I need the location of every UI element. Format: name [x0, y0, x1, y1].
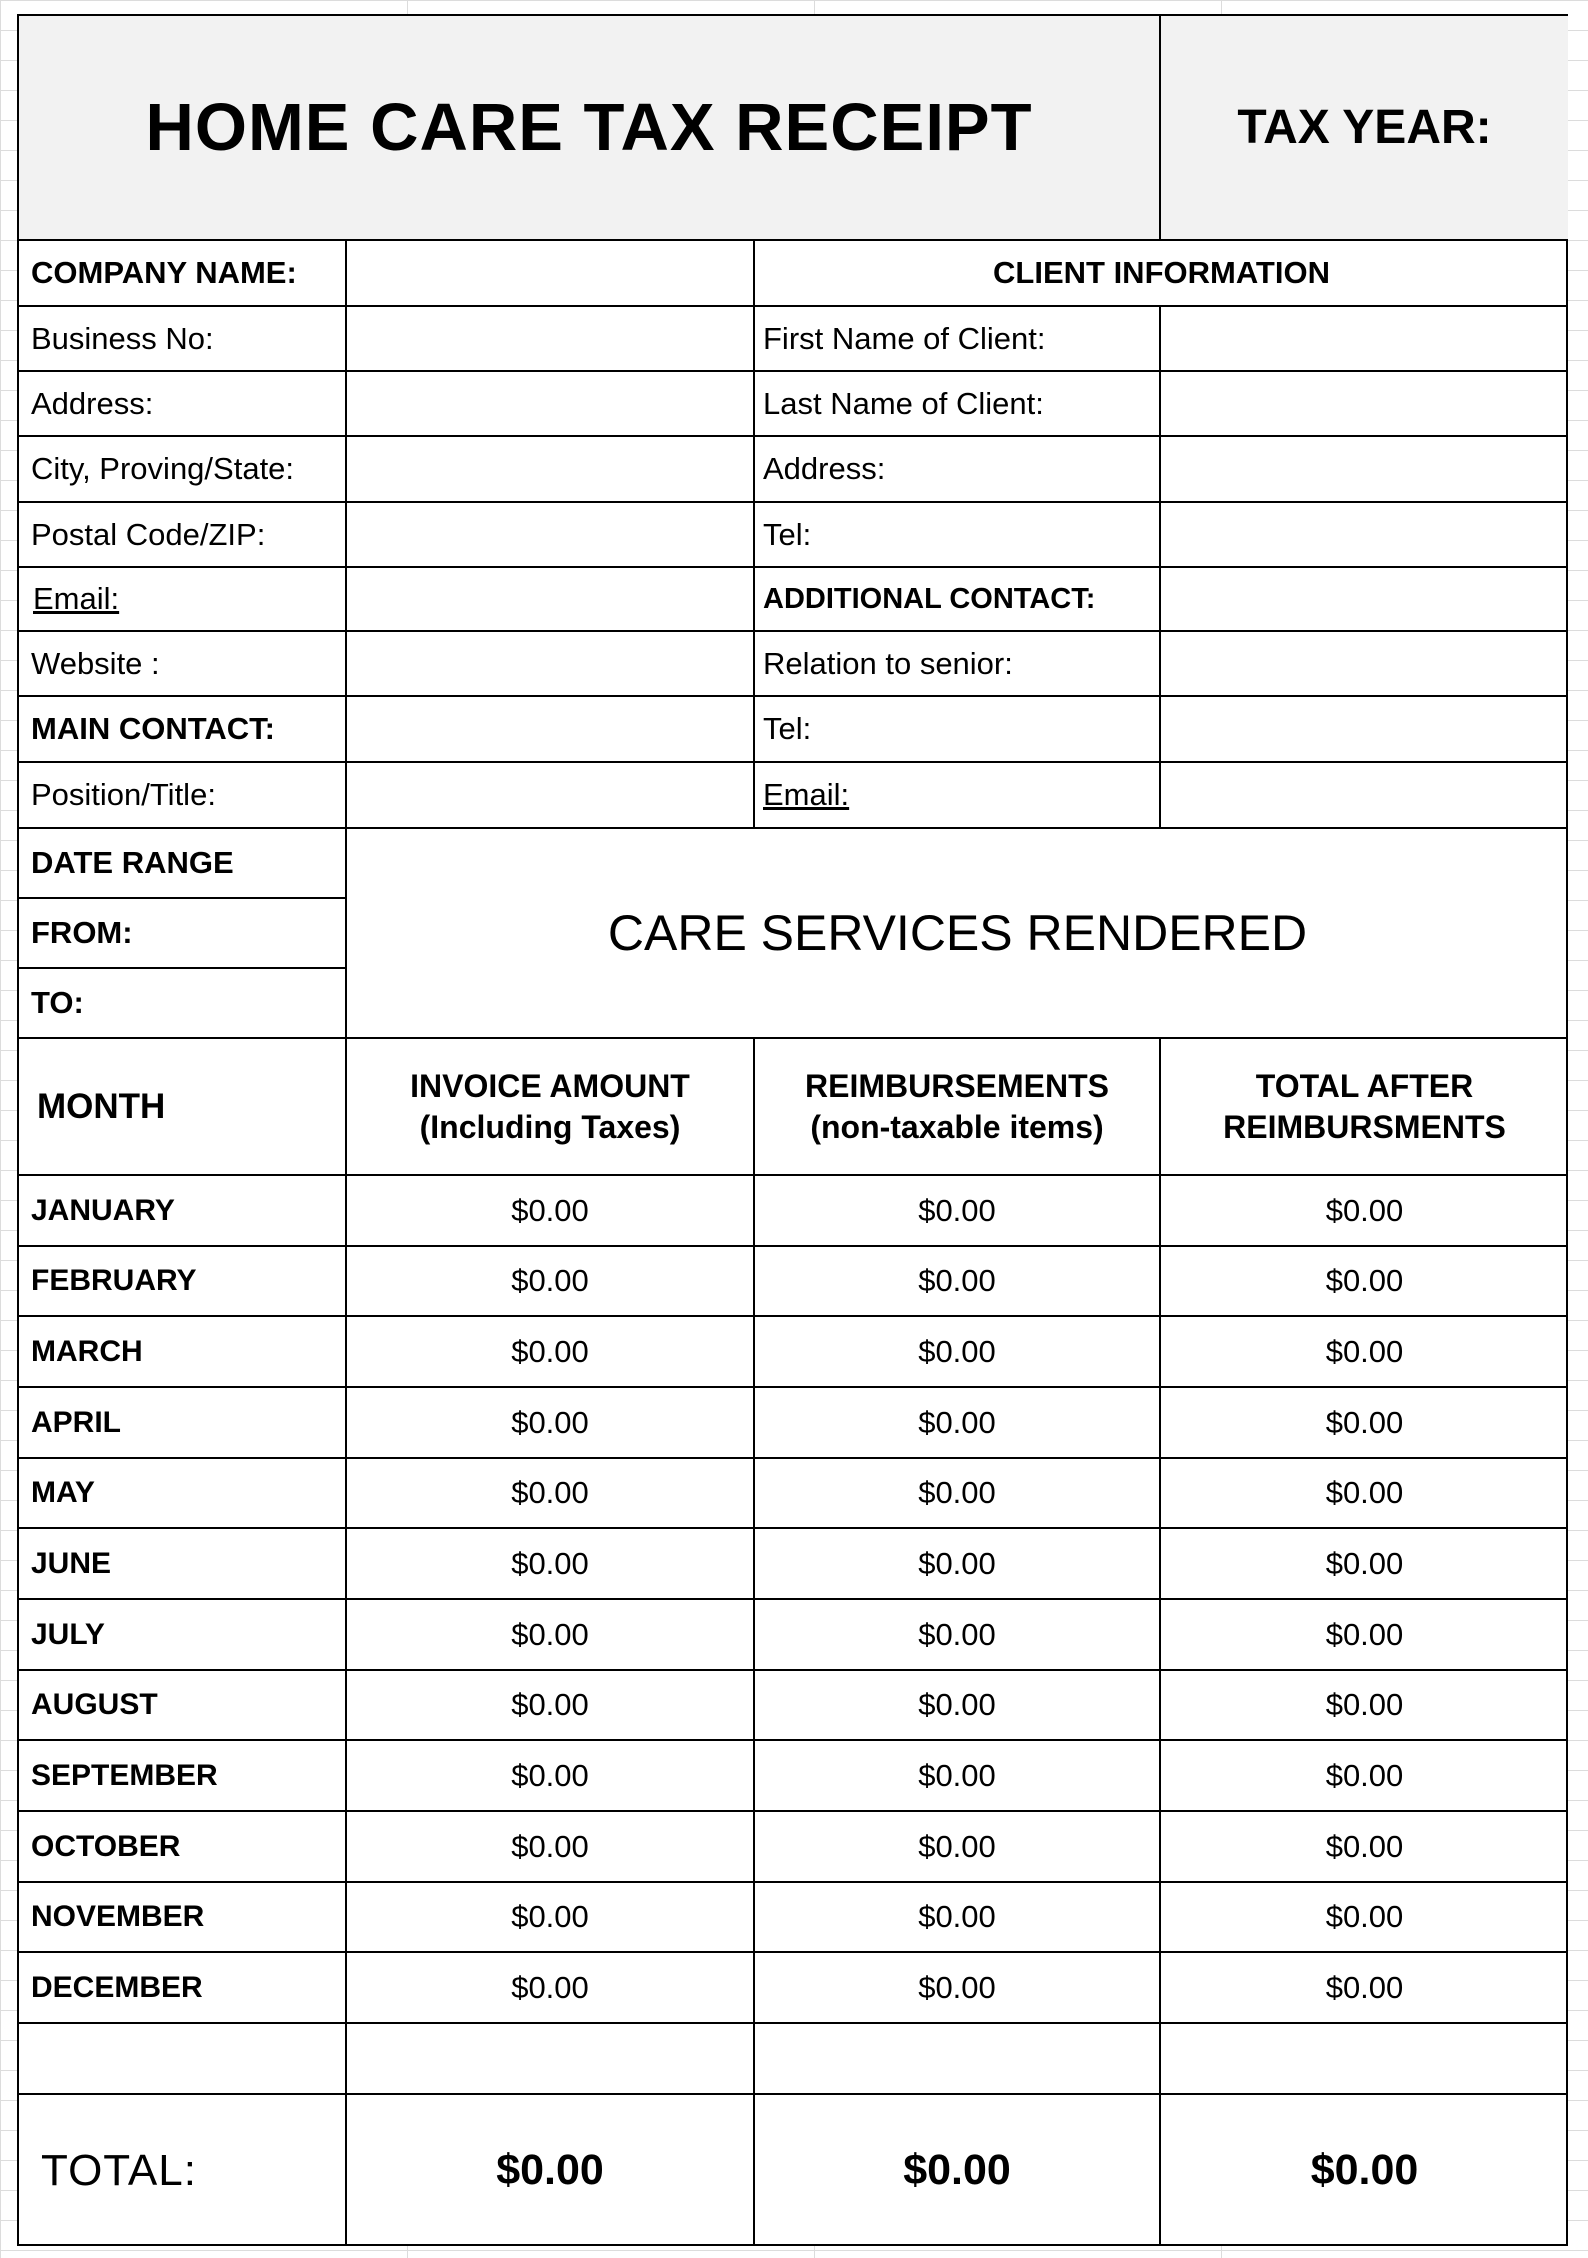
client-tel-input[interactable]	[1161, 503, 1568, 568]
reimb-header-line2: (non-taxable items)	[810, 1108, 1104, 1145]
month-label: MARCH	[19, 1317, 347, 1388]
invoice-amount-cell[interactable]: $0.00	[347, 1459, 755, 1529]
reimbursement-cell[interactable]: $0.00	[755, 1176, 1161, 1247]
client-tel-label: Tel:	[755, 503, 1161, 568]
client-last-name-input[interactable]	[1161, 372, 1568, 437]
company-postal-input[interactable]	[347, 503, 755, 568]
total-after-cell[interactable]: $0.00	[1161, 1317, 1568, 1388]
company-name-label: COMPANY NAME:	[19, 241, 347, 307]
invoice-amount-cell[interactable]: $0.00	[347, 1812, 755, 1883]
invoice-header-line2: (Including Taxes)	[419, 1108, 681, 1145]
reimbursement-cell[interactable]: $0.00	[755, 1459, 1161, 1529]
position-label: Position/Title:	[19, 763, 347, 829]
total-after-cell[interactable]: $0.00	[1161, 1176, 1568, 1247]
spacer-reimb	[755, 2024, 1161, 2095]
invoice-amount-cell[interactable]: $0.00	[347, 1388, 755, 1459]
invoice-amount-cell[interactable]: $0.00	[347, 1529, 755, 1600]
company-city-input[interactable]	[347, 437, 755, 503]
tax-receipt-sheet	[17, 14, 1568, 2246]
total-after-cell[interactable]: $0.00	[1161, 1671, 1568, 1741]
total-after-cell[interactable]: $0.00	[1161, 1953, 1568, 2024]
month-label: DECEMBER	[19, 1953, 347, 2024]
company-city-label: City, Proving/State:	[19, 437, 347, 503]
spacer-total	[1161, 2024, 1568, 2095]
invoice-header-line1: INVOICE AMOUNT	[410, 1067, 690, 1104]
total-after-cell[interactable]: $0.00	[1161, 1741, 1568, 1812]
reimbursement-cell[interactable]: $0.00	[755, 1600, 1161, 1671]
total-label: TOTAL:	[19, 2095, 347, 2246]
reimbursements-column-header	[755, 1039, 1161, 1176]
month-label: MAY	[19, 1459, 347, 1529]
client-address-input[interactable]	[1161, 437, 1568, 503]
website-label: Website :	[19, 632, 347, 697]
client-first-name-label: First Name of Client:	[755, 307, 1161, 372]
company-email-label	[19, 568, 347, 632]
services-title-cell	[347, 829, 1568, 1039]
total-after-cell[interactable]: $0.00	[1161, 1600, 1568, 1671]
month-label: JANUARY	[19, 1176, 347, 1247]
company-address-input[interactable]	[347, 372, 755, 437]
relation-input[interactable]	[1161, 632, 1568, 697]
business-no-input[interactable]	[347, 307, 755, 372]
month-label: APRIL	[19, 1388, 347, 1459]
total-after-value: $0.00	[1310, 2146, 1419, 2194]
date-range-label: DATE RANGE	[19, 829, 347, 899]
month-column-header: MONTH	[19, 1039, 347, 1176]
additional-email-input[interactable]	[1161, 763, 1568, 829]
from-label[interactable]: FROM:	[19, 899, 347, 969]
month-label: JULY	[19, 1600, 347, 1671]
page-title: HOME CARE TAX RECEIPT	[145, 90, 1033, 165]
total-after-cell[interactable]: $0.00	[1161, 1388, 1568, 1459]
to-label[interactable]: TO:	[19, 969, 347, 1039]
reimbursement-cell[interactable]: $0.00	[755, 1247, 1161, 1317]
reimbursement-cell[interactable]: $0.00	[755, 1317, 1161, 1388]
total-after-cell[interactable]: $0.00	[1161, 1812, 1568, 1883]
total-after-cell[interactable]: $0.00	[1161, 1459, 1568, 1529]
invoice-amount-cell[interactable]: $0.00	[347, 1176, 755, 1247]
client-address-label: Address:	[755, 437, 1161, 503]
reimbursement-cell[interactable]: $0.00	[755, 1953, 1161, 2024]
month-label: SEPTEMBER	[19, 1741, 347, 1812]
services-title: CARE SERVICES RENDERED	[607, 905, 1308, 961]
main-contact-label: MAIN CONTACT:	[19, 697, 347, 763]
relation-label: Relation to senior:	[755, 632, 1161, 697]
invoice-amount-cell[interactable]: $0.00	[347, 1953, 755, 2024]
invoice-amount-cell[interactable]: $0.00	[347, 1600, 755, 1671]
client-last-name-label: Last Name of Client:	[755, 372, 1161, 437]
month-label: JUNE	[19, 1529, 347, 1600]
title-cell	[19, 16, 1161, 241]
total-column-header	[1161, 1039, 1568, 1176]
tax-year-cell[interactable]	[1161, 16, 1568, 241]
total-header-line2: REIMBURSMENTS	[1223, 1108, 1506, 1145]
invoice-column-header	[347, 1039, 755, 1176]
additional-email-label	[755, 763, 1161, 829]
month-label: FEBRUARY	[19, 1247, 347, 1317]
month-label: OCTOBER	[19, 1812, 347, 1883]
total-reimb-value: $0.00	[755, 2095, 1161, 2246]
invoice-amount-cell[interactable]: $0.00	[347, 1671, 755, 1741]
reimb-header-line1: REIMBURSEMENTS	[804, 1067, 1109, 1104]
client-first-name-input[interactable]	[1161, 307, 1568, 372]
reimbursement-cell[interactable]: $0.00	[755, 1529, 1161, 1600]
company-name-input[interactable]	[347, 241, 755, 307]
company-email-text: Email:	[33, 581, 120, 616]
company-postal-label: Postal Code/ZIP:	[19, 503, 347, 568]
invoice-amount-cell[interactable]: $0.00	[347, 1317, 755, 1388]
additional-contact-input[interactable]	[1161, 568, 1568, 632]
business-no-label: Business No:	[19, 307, 347, 372]
total-invoice-value: $0.00	[347, 2095, 755, 2246]
additional-tel-input[interactable]	[1161, 697, 1568, 763]
tax-year-label: TAX YEAR:	[1237, 101, 1492, 154]
reimbursement-cell[interactable]: $0.00	[755, 1671, 1161, 1741]
additional-tel-label: Tel:	[755, 697, 1161, 763]
reimbursement-cell[interactable]: $0.00	[755, 1741, 1161, 1812]
month-label: NOVEMBER	[19, 1883, 347, 1953]
reimbursement-cell[interactable]: $0.00	[755, 1388, 1161, 1459]
additional-email-text: Email:	[763, 777, 850, 812]
spacer-invoice	[347, 2024, 755, 2095]
total-header-line1: TOTAL AFTER	[1255, 1067, 1474, 1104]
reimbursement-cell[interactable]: $0.00	[755, 1812, 1161, 1883]
website-input[interactable]	[347, 632, 755, 697]
spacer-month	[19, 2024, 347, 2095]
client-information-header: CLIENT INFORMATION	[755, 241, 1568, 307]
total-after-cell[interactable]: $0.00	[1161, 1883, 1568, 1953]
position-input[interactable]	[347, 763, 755, 829]
company-address-label: Address:	[19, 372, 347, 437]
invoice-amount-cell[interactable]: $0.00	[347, 1741, 755, 1812]
total-after-cell[interactable]: $0.00	[1161, 1247, 1568, 1317]
company-email-input[interactable]	[347, 568, 755, 632]
main-contact-input[interactable]	[347, 697, 755, 763]
reimbursement-cell[interactable]: $0.00	[755, 1883, 1161, 1953]
invoice-amount-cell[interactable]: $0.00	[347, 1883, 755, 1953]
month-label: AUGUST	[19, 1671, 347, 1741]
additional-contact-label: ADDITIONAL CONTACT:	[755, 568, 1161, 632]
invoice-amount-cell[interactable]: $0.00	[347, 1247, 755, 1317]
total-after-cell[interactable]: $0.00	[1161, 1529, 1568, 1600]
